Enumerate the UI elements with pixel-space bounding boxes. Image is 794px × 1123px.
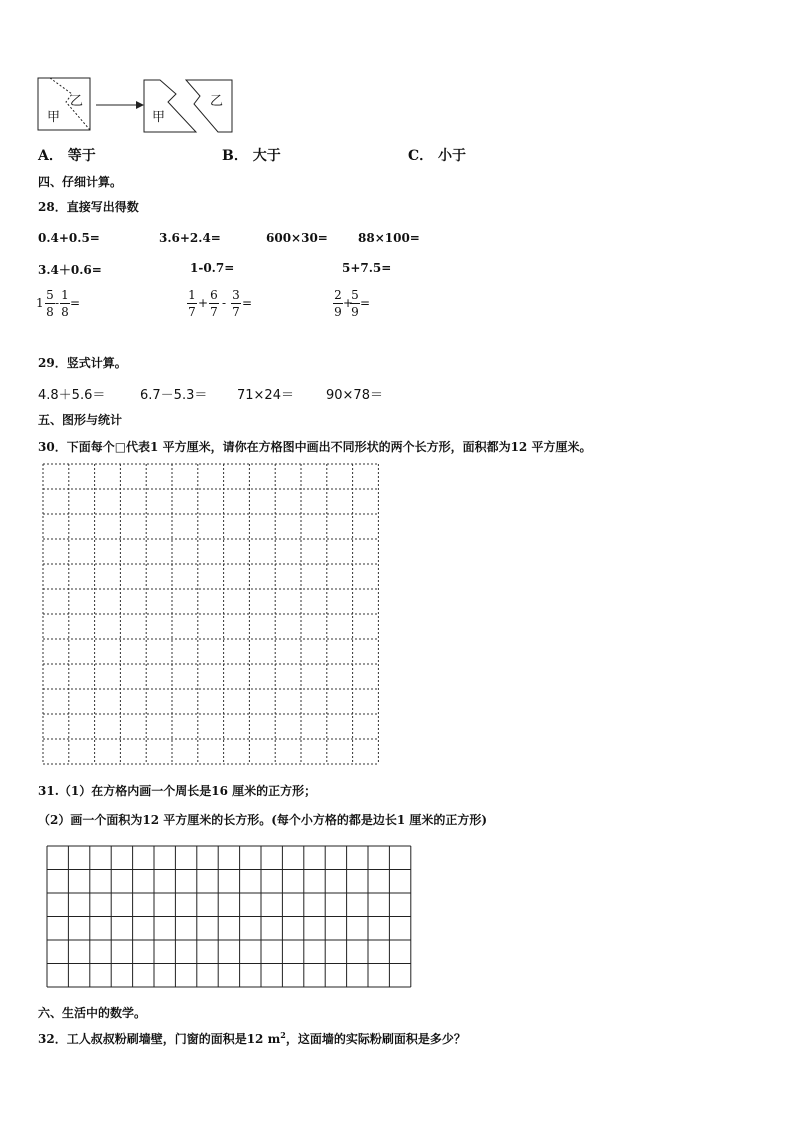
choice-a-letter: A． xyxy=(38,148,63,164)
q32-text xyxy=(38,1030,466,1047)
q28-r2-e3: 5+7.5= xyxy=(342,261,392,275)
q28-r2-e1: 3.4＋0.6= xyxy=(38,263,102,277)
section-6-title: 六、生活中的数学。 xyxy=(38,1006,147,1020)
q28-r1-e2: 3.6+2.4= xyxy=(159,231,221,245)
choice-b-text: 大于 xyxy=(252,148,281,164)
section-5-title: 五、图形与统计 xyxy=(38,413,123,427)
label-jia-right: 甲 xyxy=(152,110,166,125)
numerator: 1 xyxy=(188,288,196,302)
plus-sign: + xyxy=(198,296,209,310)
q31-text-1: 31.（1）在方格内画一个周长是16 厘米的正方形； xyxy=(38,784,317,798)
numerator: 3 xyxy=(232,288,240,302)
choice-a-text: 等于 xyxy=(67,148,96,164)
q29-item-4: 90×78＝ xyxy=(326,388,383,403)
choice-c-text: 小于 xyxy=(438,148,467,164)
choice-c-letter: C． xyxy=(408,148,434,164)
section-4-title: 四、仔细计算。 xyxy=(38,175,123,189)
q30-text: 30．下面每个□代表1 平方厘米，请你在方格图中画出不同形状的两个长方形，面积都为12 平方厘米。 xyxy=(38,440,592,454)
q28-r1-e4: 88×100= xyxy=(358,231,420,245)
minus-sign: - xyxy=(55,296,60,310)
choice-b[interactable] xyxy=(222,145,281,165)
q28-r3-e2-frac3 xyxy=(231,288,241,319)
q28-r3-e1-whole: 1 xyxy=(36,296,44,310)
q31-text-2: （2）画一个面积为12 平方厘米的长方形。(每个小方格的都是边长1 厘米的正方形) xyxy=(38,813,488,827)
q28-title: 28．直接写出得数 xyxy=(38,200,139,214)
denominator: 8 xyxy=(61,305,69,319)
plus-sign: + xyxy=(343,296,354,310)
denominator: 7 xyxy=(210,305,218,319)
q28-r1-e3: 600×30= xyxy=(266,231,328,245)
numerator: 5 xyxy=(46,288,54,302)
q28-r1-e1: 0.4+0.5= xyxy=(38,231,100,245)
numerator: 5 xyxy=(351,288,359,302)
numerator: 2 xyxy=(334,288,342,302)
label-jia-left: 甲 xyxy=(47,110,61,125)
q28-r3-e3-frac2 xyxy=(350,288,360,319)
choice-b-letter: B． xyxy=(222,148,248,164)
q28-r2-e2: 1-0.7= xyxy=(190,261,235,275)
denominator: 9 xyxy=(351,305,359,319)
q29-title: 29．竖式计算。 xyxy=(38,356,127,370)
numerator: 6 xyxy=(210,288,218,302)
q32-text-a: 32．工人叔叔粉刷墙壁，门窗的面积是12 m xyxy=(38,1032,281,1046)
dashed-grid[interactable] xyxy=(42,463,382,767)
q28-r3-e3-eq: = xyxy=(360,296,371,310)
q28-r3-e2-frac1 xyxy=(187,288,197,319)
q28-r3-e1-frac2 xyxy=(60,288,70,319)
q32-sup: 2 xyxy=(280,1030,286,1040)
minus-sign: - xyxy=(222,296,227,310)
q28-r3-e3-frac1 xyxy=(333,288,343,319)
denominator: 7 xyxy=(232,305,240,319)
q28-r3-e1-frac1 xyxy=(45,288,55,319)
label-yi-left: 乙 xyxy=(70,94,84,109)
choice-c[interactable] xyxy=(408,145,466,165)
q28-r3-e1-eq: = xyxy=(70,296,81,310)
label-yi-right: 乙 xyxy=(210,94,224,109)
q29-item-3: 71×24＝ xyxy=(237,388,294,403)
choice-a[interactable] xyxy=(38,145,96,165)
solid-grid[interactable] xyxy=(46,845,414,989)
numerator: 1 xyxy=(61,288,69,302)
q32-text-b: ，这面墙的实际粉刷面积是多少？ xyxy=(285,1032,466,1046)
denominator: 7 xyxy=(188,305,196,319)
q28-r3-e2-eq: = xyxy=(242,296,253,310)
q29-item-1: 4.8＋5.6＝ xyxy=(38,388,106,403)
denominator: 8 xyxy=(46,305,54,319)
q28-r3-e2-frac2 xyxy=(209,288,219,319)
denominator: 9 xyxy=(334,305,342,319)
q29-item-2: 6.7－5.3＝ xyxy=(140,388,208,403)
